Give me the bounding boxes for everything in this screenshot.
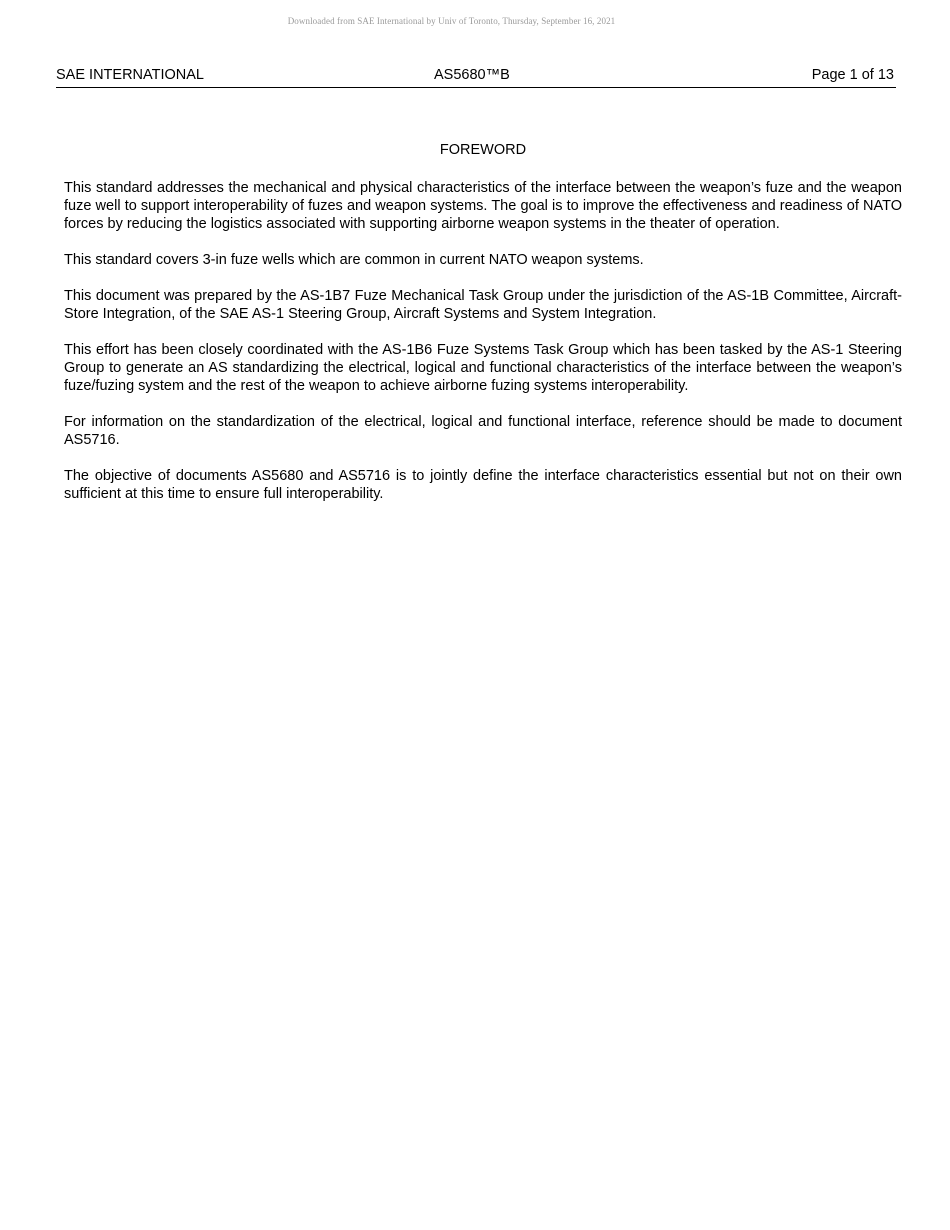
section-title: FOREWORD	[439, 142, 527, 158]
paragraph: For information on the standardization of the electrical, logical and functional interface, reference should be made to document AS5716.	[64, 414, 902, 448]
header-document-number: AS5680™B	[434, 67, 510, 83]
header-page-number: Page 1 of 13	[811, 67, 894, 83]
paragraph: This standard covers 3-in fuze wells which are common in current NATO weapon systems.	[64, 252, 644, 268]
download-watermark: Downloaded from SAE International by Univ of Toronto, Thursday, September 16, 2021	[287, 16, 616, 26]
paragraph: This standard addresses the mechanical and physical characteristics of the interface between the weapon’s fuze and the weapon fuze well to support interoperability of fuzes and weapon systems. The goal is to improve the effectiveness and readiness of NATO forces by reducing the logistics associated with supporting airborne weapon systems in the theater of operation.	[64, 180, 902, 232]
paragraph: This document was prepared by the AS-1B7 Fuze Mechanical Task Group under the jurisdiction of the AS-1B Committee, Aircraft-Store Integration, of the SAE AS-1 Steering Group, Aircraft Systems and System Integration.	[64, 288, 902, 322]
paragraph: This effort has been closely coordinated with the AS-1B6 Fuze Systems Task Group which has been tasked by the AS-1 Steering Group to generate an AS standardizing the electrical, logical and functional characteristics of the interface between the weapon’s fuze/fuzing system and the rest of the weapon to achieve airborne fuzing systems interoperability.	[64, 342, 902, 394]
header-organization: SAE INTERNATIONAL	[56, 67, 204, 83]
page-header	[56, 67, 896, 88]
paragraph: The objective of documents AS5680 and AS5716 is to jointly define the interface characteristics essential but not on their own sufficient at this time to ensure full interoperability.	[64, 468, 902, 502]
document-body	[64, 141, 902, 521]
